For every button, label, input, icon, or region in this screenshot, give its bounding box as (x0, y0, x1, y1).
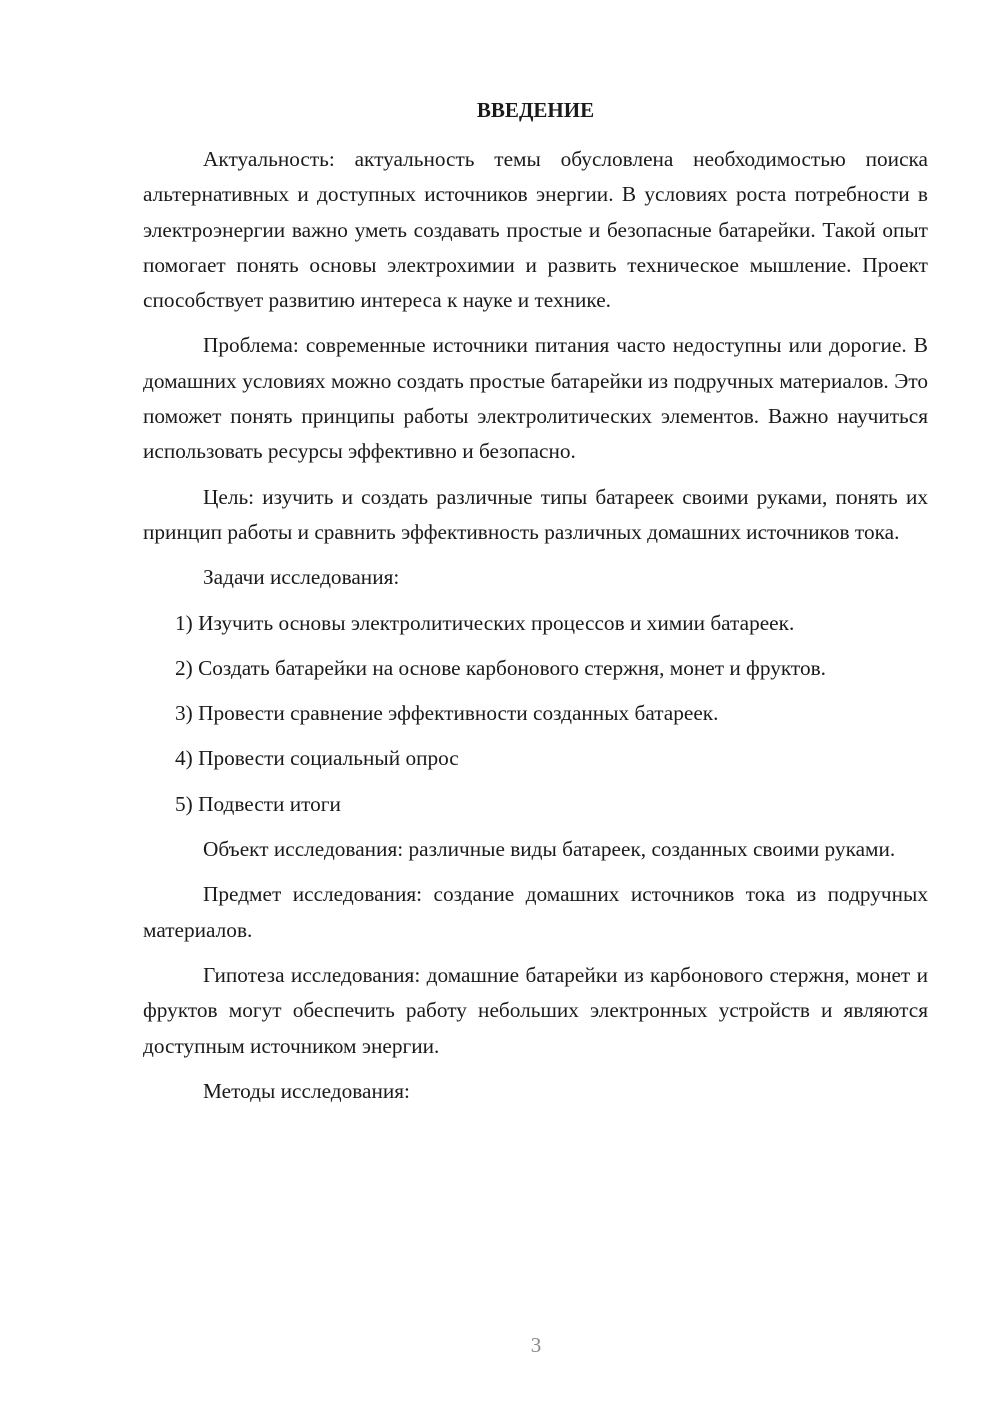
page-content (143, 95, 928, 1119)
task-item-1: 1) Изучить основы электролитических процессов и химии батареек. (175, 610, 795, 635)
paragraph-hypothesis: Гипотеза исследования: домашние батарейки из карбонового стержня, монет и фруктов могут обеспечить работу небольших электронных устройств и являются доступным источником энергии. (143, 962, 928, 1058)
tasks-heading: Задачи исследования: (203, 565, 400, 590)
paragraph-relevance: Актуальность: актуальность темы обусловлена необходимостью поиска альтернативных и доступных источников энергии. В условиях роста потребности в электроэнергии важно уметь создавать простые и безопасные батарейки. Такой опыт помогает понять основы электрохимии и развить техническое мышление. Проект способствует развитию интереса к науке и технике. (143, 147, 928, 313)
paragraph-goal: Цель: изучить и создать различные типы батареек своими руками, понять их принцип работы и сравнить эффективность различных домашних источников тока. (143, 484, 928, 544)
paragraph-object: Объект исследования: различные виды батареек, созданных своими руками. (203, 837, 896, 862)
task-item-2: 2) Создать батарейки на основе карбонового стержня, монет и фруктов. (175, 655, 826, 680)
task-item-3: 3) Провести сравнение эффективности созданных батареек. (175, 701, 719, 726)
paragraph-subject: Предмет исследования: создание домашних источников тока из подручных материалов. (143, 882, 928, 942)
section-title: ВВЕДЕНИЕ (476, 98, 595, 122)
paragraph-problem: Проблема: современные источники питания часто недоступны или дорогие. В домашних условиях можно создать простые батарейки из подручных материалов. Это поможет понять принципы работы электролитических элементов. Важно научиться использовать ресурсы эффективно и безопасно. (143, 333, 928, 464)
task-item-5: 5) Подвести итоги (175, 791, 341, 816)
task-item-4: 4) Провести социальный опрос (175, 746, 459, 771)
methods-heading: Методы исследования: (203, 1078, 410, 1103)
page-number: 3 (530, 1333, 542, 1357)
